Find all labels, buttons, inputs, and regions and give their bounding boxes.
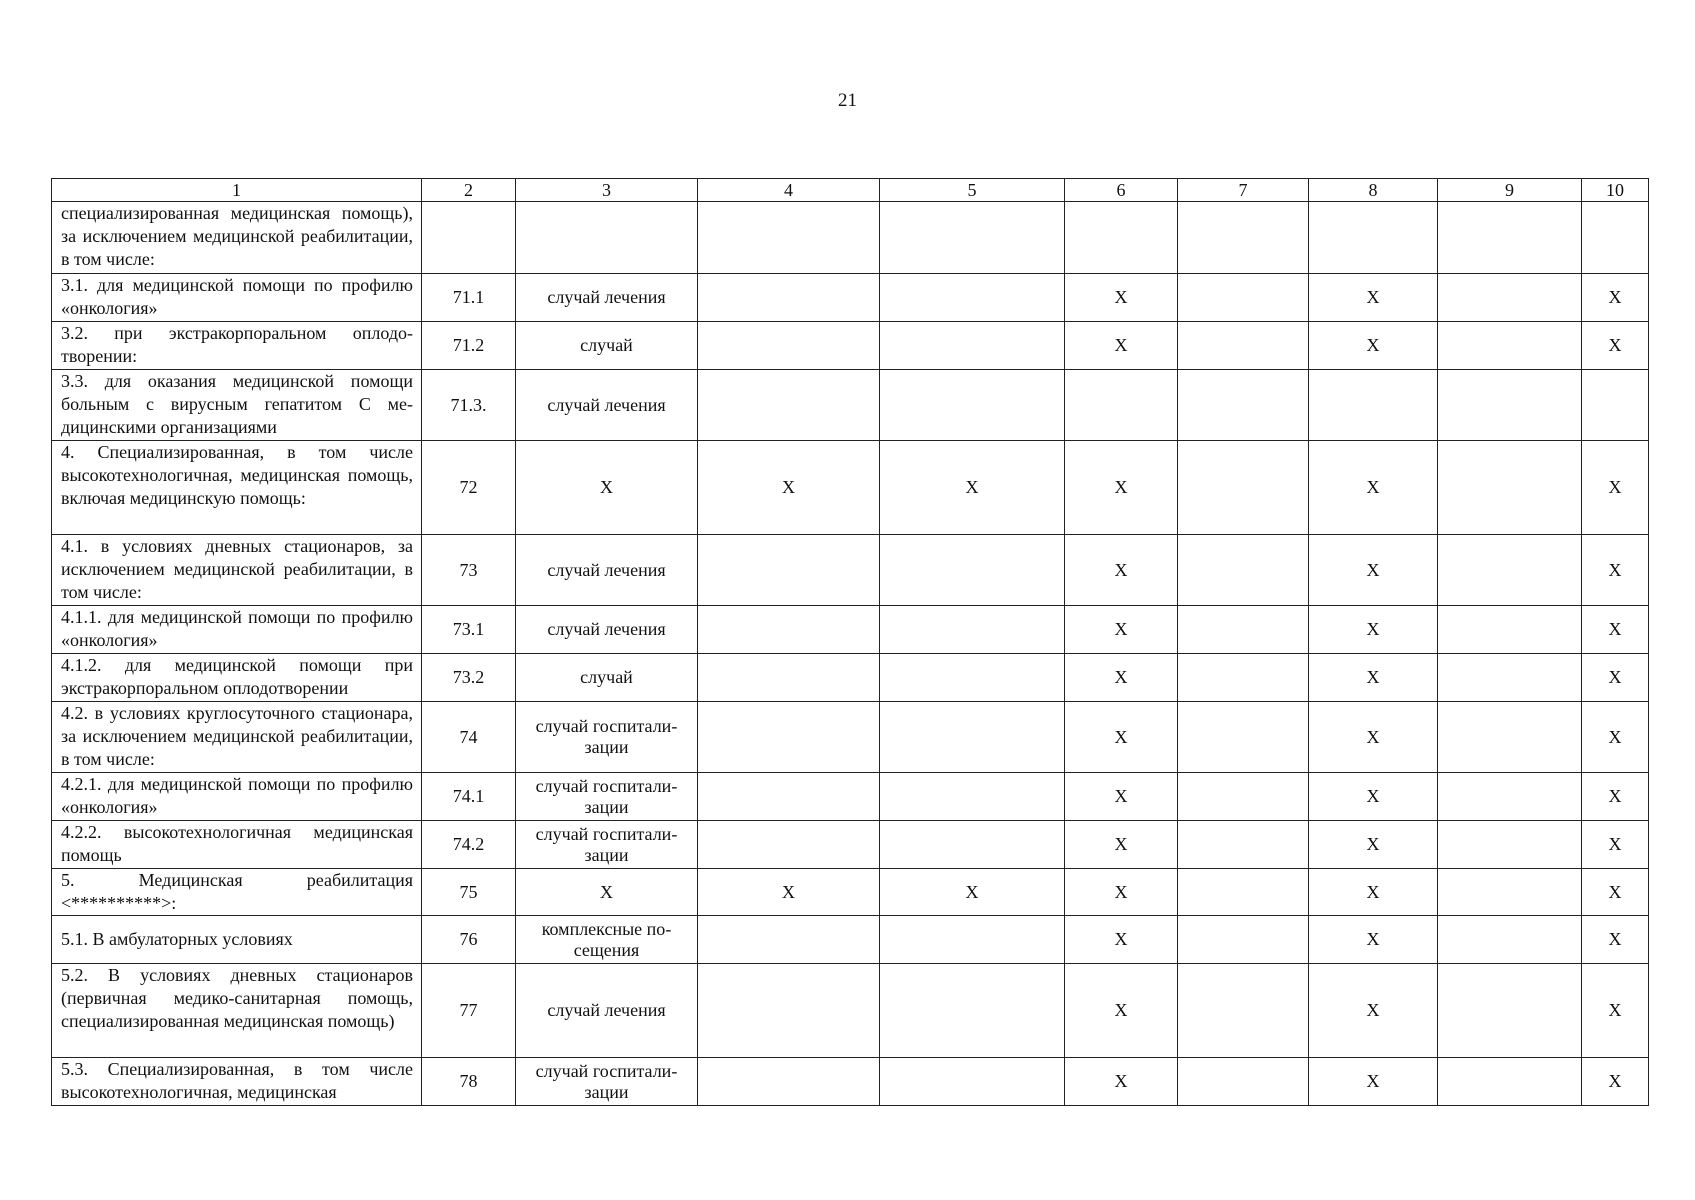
cell-col6: X	[1065, 441, 1178, 535]
cell-col8: X	[1309, 964, 1438, 1058]
row-name: 5. Медицинская реабилитация <**********>:	[52, 869, 422, 916]
cell-col5	[880, 606, 1065, 654]
cell-col9	[1438, 370, 1582, 441]
cell-col7	[1178, 821, 1309, 869]
cell-col9	[1438, 322, 1582, 370]
table-row	[52, 869, 1649, 916]
cell-col9	[1438, 964, 1582, 1058]
cell-col9	[1438, 869, 1582, 916]
cell-col7	[1178, 773, 1309, 821]
cell-col10: X	[1582, 1058, 1649, 1106]
row-code: 73	[422, 535, 516, 606]
cell-col7	[1178, 606, 1309, 654]
cell-col10	[1582, 202, 1649, 274]
col-header-6: 6	[1065, 179, 1178, 202]
row-code: 74.2	[422, 821, 516, 869]
cell-col7	[1178, 441, 1309, 535]
cell-col4	[698, 773, 880, 821]
cell-col8: X	[1309, 535, 1438, 606]
cell-col9	[1438, 441, 1582, 535]
row-name: 3.3. для оказания медицинской помощи больным с вирусным гепатитом С медицинскими организациями	[52, 370, 422, 441]
cell-col9	[1438, 916, 1582, 964]
cell-col4: X	[698, 441, 880, 535]
cell-col7	[1178, 202, 1309, 274]
row-name: 4.1.1. для медицинской помощи по профилю «онкология»	[52, 606, 422, 654]
cell-col10	[1582, 370, 1649, 441]
row-code: 72	[422, 441, 516, 535]
cell-col10: X	[1582, 606, 1649, 654]
row-unit: X	[516, 441, 698, 535]
page-number: 21	[838, 90, 857, 111]
cell-col6: X	[1065, 274, 1178, 322]
row-code: 73.2	[422, 654, 516, 702]
cell-col6	[1065, 370, 1178, 441]
table-row	[52, 322, 1649, 370]
col-header-1: 1	[52, 179, 422, 202]
row-unit: X	[516, 869, 698, 916]
row-code: 77	[422, 964, 516, 1058]
cell-col6: X	[1065, 869, 1178, 916]
col-header-3: 3	[516, 179, 698, 202]
cell-col8: X	[1309, 606, 1438, 654]
row-name: специализированная медицинская помощь), за исключением медицинской реабилитации, в том числе:	[52, 202, 422, 274]
row-unit: случай лечения	[516, 535, 698, 606]
cell-col5	[880, 274, 1065, 322]
cell-col8: X	[1309, 654, 1438, 702]
cell-col10: X	[1582, 964, 1649, 1058]
cell-col4	[698, 654, 880, 702]
table-row	[52, 702, 1649, 773]
cell-col10: X	[1582, 869, 1649, 916]
cell-col5	[880, 202, 1065, 274]
row-unit: случай	[516, 654, 698, 702]
cell-col9	[1438, 274, 1582, 322]
row-name: 4.2. в условиях круглосуточного стационара, за исключением медицинской реабилитации, в том числе:	[52, 702, 422, 773]
col-header-7: 7	[1178, 179, 1309, 202]
col-header-2: 2	[422, 179, 516, 202]
data-table	[51, 178, 1649, 1106]
cell-col9	[1438, 606, 1582, 654]
table-row	[52, 274, 1649, 322]
cell-col10: X	[1582, 654, 1649, 702]
cell-col5	[880, 821, 1065, 869]
cell-col7	[1178, 964, 1309, 1058]
cell-col8: X	[1309, 1058, 1438, 1106]
cell-col7	[1178, 322, 1309, 370]
cell-col5	[880, 964, 1065, 1058]
row-unit: случай лечения	[516, 370, 698, 441]
cell-col6: X	[1065, 1058, 1178, 1106]
cell-col6: X	[1065, 821, 1178, 869]
cell-col7	[1178, 535, 1309, 606]
cell-col6: X	[1065, 773, 1178, 821]
row-code: 76	[422, 916, 516, 964]
cell-col4	[698, 821, 880, 869]
table-row	[52, 202, 1649, 274]
row-name: 5.3. Специализированная, в том числе высокотехнологичная, медицинская	[52, 1058, 422, 1106]
cell-col10: X	[1582, 821, 1649, 869]
col-header-9: 9	[1438, 179, 1582, 202]
row-unit: случай лечения	[516, 274, 698, 322]
table-row	[52, 1058, 1649, 1106]
cell-col9	[1438, 1058, 1582, 1106]
row-code: 75	[422, 869, 516, 916]
row-unit: случай госпитализации	[516, 702, 698, 773]
cell-col8	[1309, 202, 1438, 274]
cell-col9	[1438, 821, 1582, 869]
cell-col5	[880, 370, 1065, 441]
cell-col10: X	[1582, 702, 1649, 773]
cell-col5	[880, 654, 1065, 702]
cell-col7	[1178, 1058, 1309, 1106]
cell-col8: X	[1309, 773, 1438, 821]
cell-col6: X	[1065, 702, 1178, 773]
cell-col10: X	[1582, 274, 1649, 322]
cell-col4	[698, 274, 880, 322]
row-unit	[516, 202, 698, 274]
cell-col4	[698, 202, 880, 274]
row-name: 4.2.1. для медицинской помощи по профилю «онкология»	[52, 773, 422, 821]
cell-col8: X	[1309, 916, 1438, 964]
table-row	[52, 964, 1649, 1058]
row-unit: случай госпитализации	[516, 1058, 698, 1106]
cell-col8	[1309, 370, 1438, 441]
cell-col4: X	[698, 869, 880, 916]
cell-col9	[1438, 654, 1582, 702]
cell-col6: X	[1065, 535, 1178, 606]
cell-col8: X	[1309, 322, 1438, 370]
table-row	[52, 370, 1649, 441]
cell-col6: X	[1065, 916, 1178, 964]
cell-col4	[698, 964, 880, 1058]
row-name: 4. Специализированная, в том числе высокотехнологичная, медицинская помощь, включая медицинскую помощь:	[52, 441, 422, 535]
cell-col4	[698, 702, 880, 773]
row-unit: случай	[516, 322, 698, 370]
cell-col8: X	[1309, 869, 1438, 916]
cell-col8: X	[1309, 274, 1438, 322]
cell-col9	[1438, 702, 1582, 773]
cell-col5: X	[880, 441, 1065, 535]
cell-col4	[698, 1058, 880, 1106]
row-code: 71.1	[422, 274, 516, 322]
row-code: 71.2	[422, 322, 516, 370]
row-code	[422, 202, 516, 274]
cell-col8: X	[1309, 821, 1438, 869]
cell-col4	[698, 916, 880, 964]
cell-col7	[1178, 702, 1309, 773]
table-row	[52, 606, 1649, 654]
cell-col6: X	[1065, 964, 1178, 1058]
row-unit: случай госпитализации	[516, 821, 698, 869]
row-name: 5.2. В условиях дневных стационаров (первичная медико-санитарная помощь, специализированная медицинская помощь)	[52, 964, 422, 1058]
cell-col7	[1178, 274, 1309, 322]
cell-col4	[698, 370, 880, 441]
row-name: 5.1. В амбулаторных условиях	[52, 916, 422, 964]
cell-col7	[1178, 869, 1309, 916]
cell-col8: X	[1309, 441, 1438, 535]
cell-col5: X	[880, 869, 1065, 916]
row-unit: случай лечения	[516, 606, 698, 654]
row-code: 78	[422, 1058, 516, 1106]
cell-col6: X	[1065, 322, 1178, 370]
row-code: 73.1	[422, 606, 516, 654]
row-code: 71.3.	[422, 370, 516, 441]
cell-col8: X	[1309, 702, 1438, 773]
row-unit: случай лечения	[516, 964, 698, 1058]
row-unit: комплексные посещения	[516, 916, 698, 964]
cell-col7	[1178, 916, 1309, 964]
cell-col9	[1438, 535, 1582, 606]
table-row	[52, 821, 1649, 869]
row-code: 74	[422, 702, 516, 773]
cell-col5	[880, 702, 1065, 773]
cell-col5	[880, 773, 1065, 821]
col-header-5: 5	[880, 179, 1065, 202]
cell-col9	[1438, 202, 1582, 274]
row-name: 4.2.2. высокотехнологичная медицинская помощь	[52, 821, 422, 869]
cell-col5	[880, 322, 1065, 370]
cell-col6: X	[1065, 654, 1178, 702]
table-row	[52, 916, 1649, 964]
cell-col6	[1065, 202, 1178, 274]
table-row	[52, 654, 1649, 702]
row-name: 3.2. при экстракорпоральном оплодотворении:	[52, 322, 422, 370]
col-header-10: 10	[1582, 179, 1649, 202]
cell-col10: X	[1582, 916, 1649, 964]
cell-col4	[698, 535, 880, 606]
cell-col10: X	[1582, 535, 1649, 606]
row-name: 4.1. в условиях дневных стационаров, за исключением медицинской реабилитации, в том числе:	[52, 535, 422, 606]
row-unit: случай госпитализации	[516, 773, 698, 821]
cell-col5	[880, 1058, 1065, 1106]
table-row	[52, 441, 1649, 535]
row-name: 3.1. для медицинской помощи по профилю «онкология»	[52, 274, 422, 322]
cell-col10: X	[1582, 322, 1649, 370]
cell-col5	[880, 916, 1065, 964]
cell-col4	[698, 606, 880, 654]
cell-col7	[1178, 370, 1309, 441]
col-header-8: 8	[1309, 179, 1438, 202]
col-header-4: 4	[698, 179, 880, 202]
cell-col10: X	[1582, 441, 1649, 535]
cell-col7	[1178, 654, 1309, 702]
table-row	[52, 773, 1649, 821]
cell-col10: X	[1582, 773, 1649, 821]
header-row	[52, 179, 1649, 202]
row-name: 4.1.2. для медицинской помощи при экстракорпоральном оплодотворении	[52, 654, 422, 702]
cell-col9	[1438, 773, 1582, 821]
cell-col4	[698, 322, 880, 370]
table-row	[52, 535, 1649, 606]
cell-col6: X	[1065, 606, 1178, 654]
cell-col5	[880, 535, 1065, 606]
row-code: 74.1	[422, 773, 516, 821]
